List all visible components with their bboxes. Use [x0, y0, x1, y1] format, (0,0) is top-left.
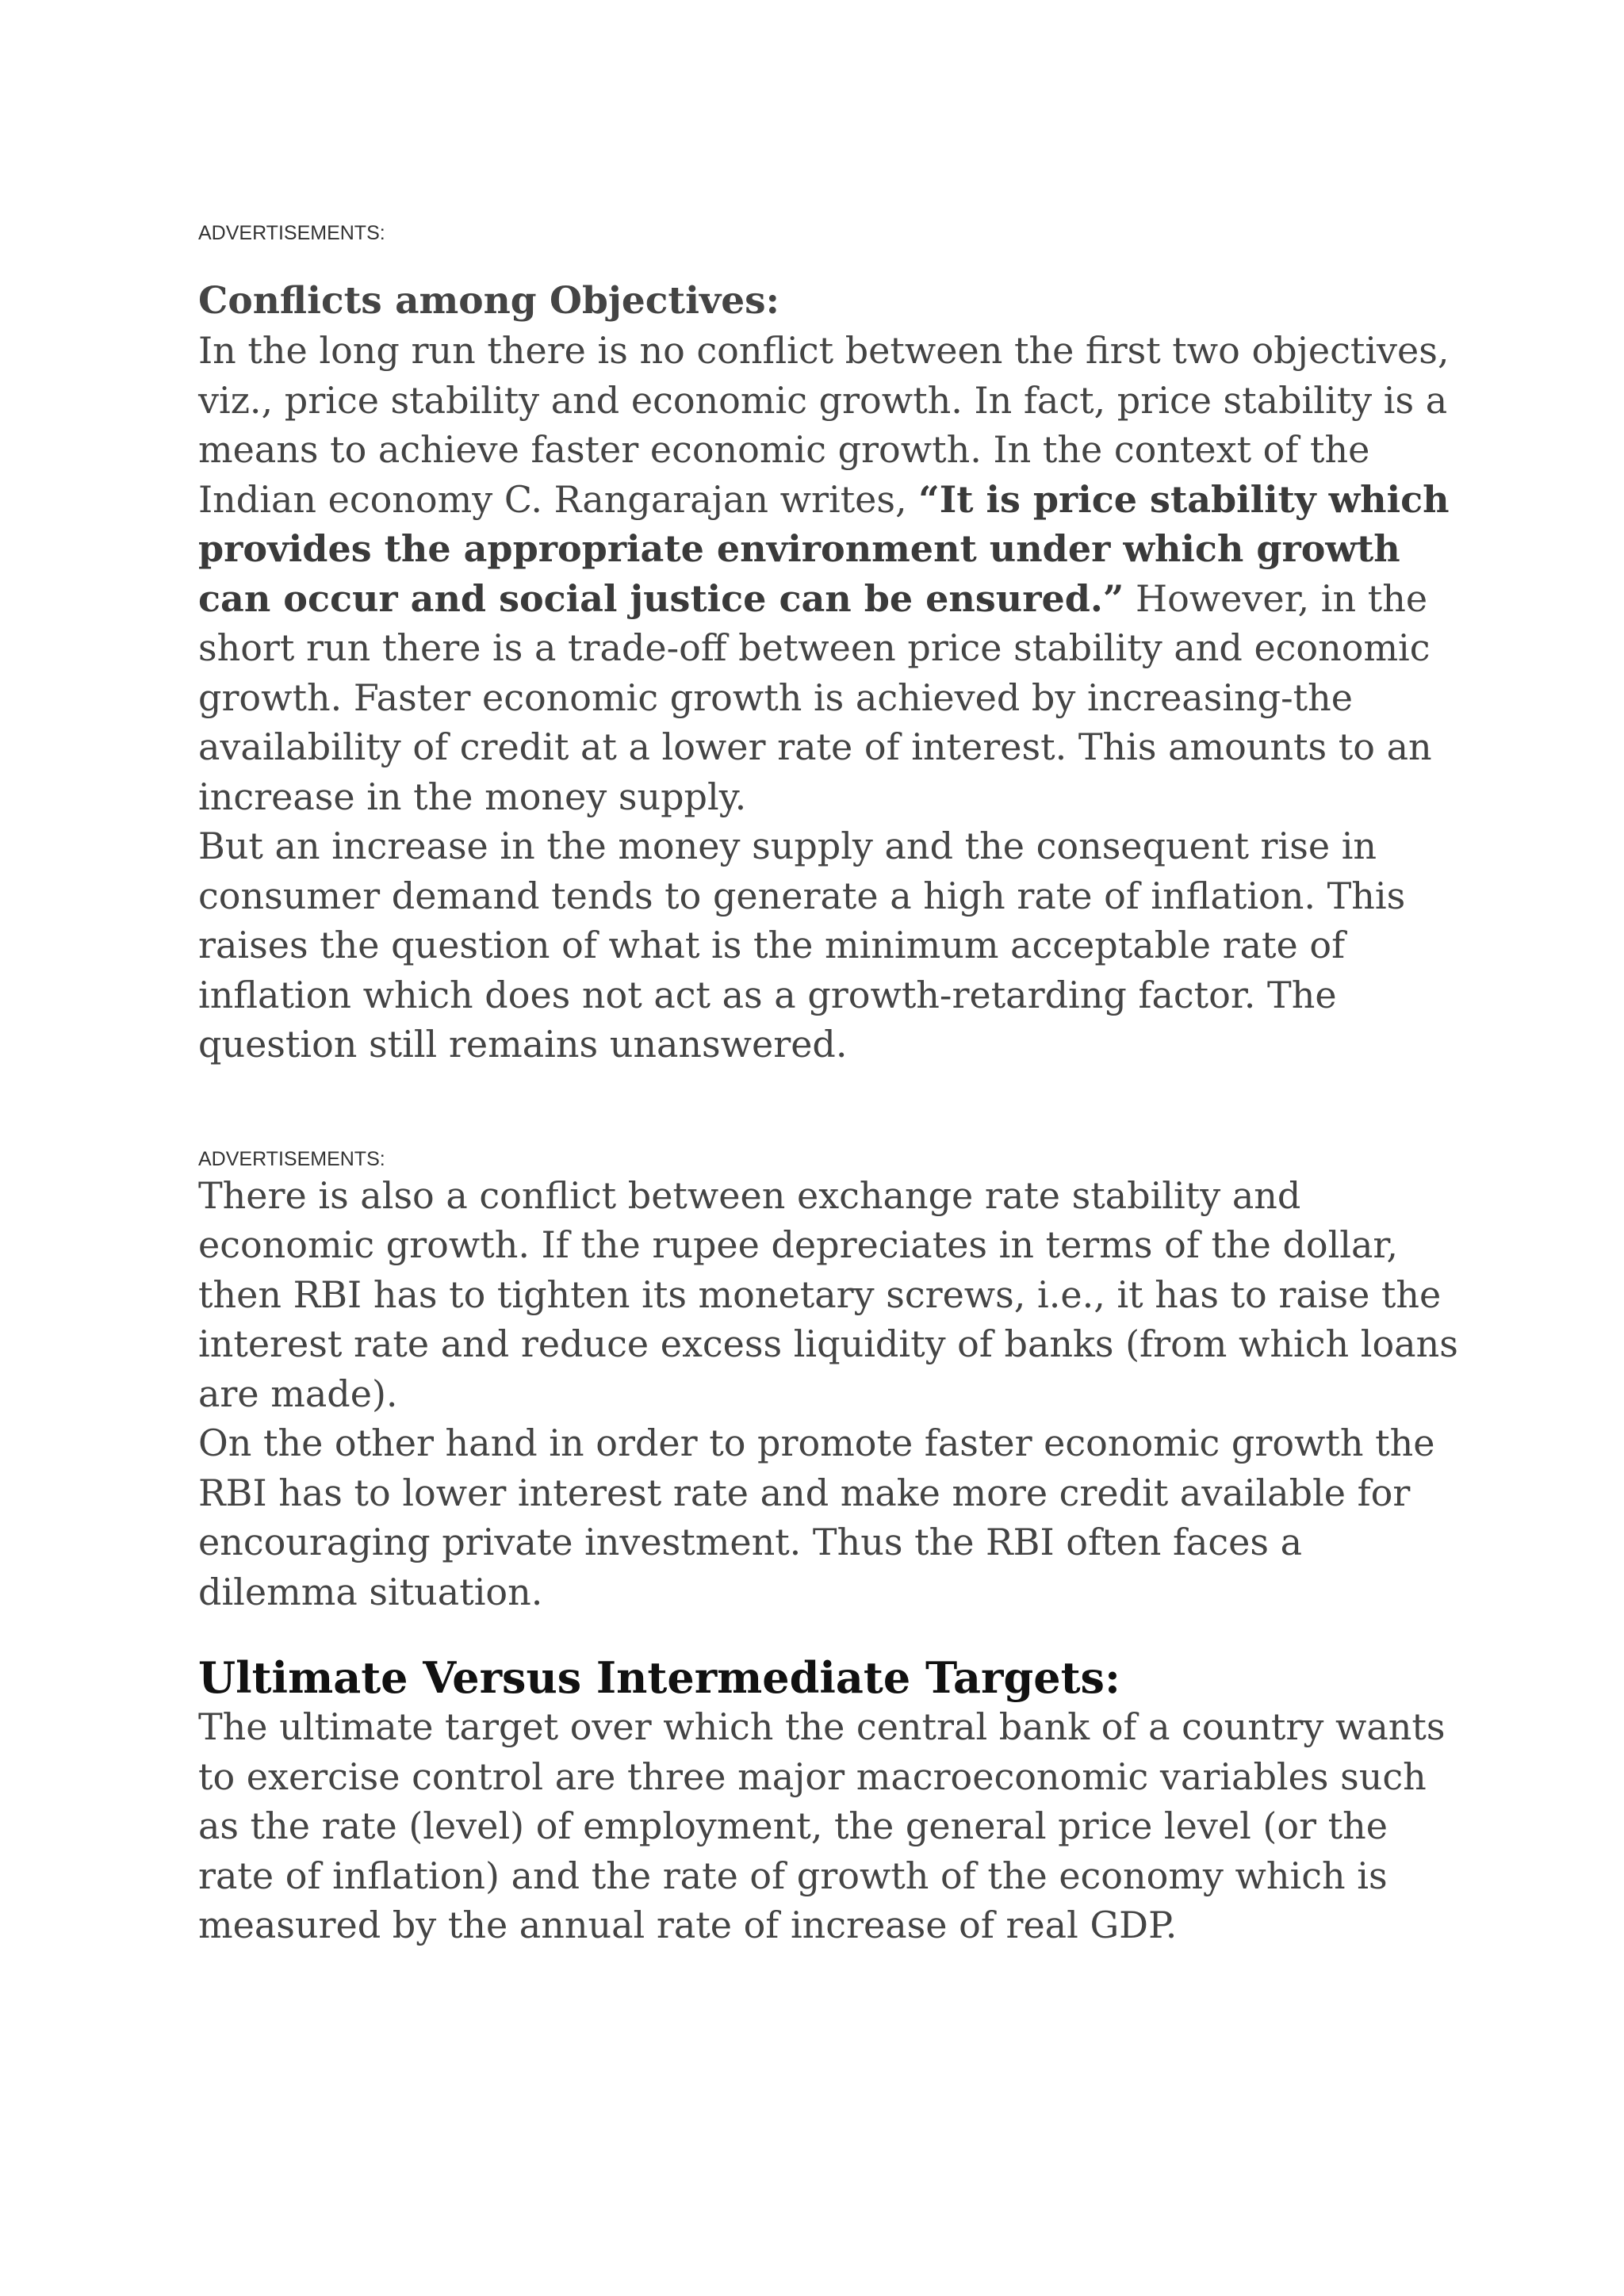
article-page — [198, 0, 1459, 1950]
paragraph-ultimate-targets: The ultimate target over which the central bank of a country wants to exercise control are three major macroeconomic variables such as the rate (level) of employment, the general price level (or the rate of inflation) and the rate of growth of the economy which is measured by the annual rate of increase of real GDP. — [198, 1705, 1446, 1946]
section-heading-conflicts: Conflicts among Objectives: — [198, 279, 779, 323]
paragraph-text: In the long run there is no conflict between the first two objectives, viz., price stability and economic growth. In fact, price stability is a means to achieve faster economic growth. In the context of the Indian economy C. Rangarajan writes, — [198, 329, 1450, 521]
paragraph-conflicts-intro — [198, 326, 1459, 821]
section-heading-targets: Ultimate Versus Intermediate Targets: — [198, 1652, 1120, 1703]
paragraph-inflation: But an increase in the money supply and the consequent rise in consumer demand tends to generate a high rate of inflation. This raises the question of what is the minimum acceptable rate of inflation which does not act as a growth-retarding factor. The question still remains unanswered. — [198, 825, 1406, 1066]
paragraph-text: However, in the short run there is a trade-off between price stability and economic growth. Faster economic growth is achieved by increasing-the availability of credit at a lower rate of interest. This amounts to an increase in the money supply. — [198, 576, 1432, 818]
paragraph-dilemma: On the other hand in order to promote faster economic growth the RBI has to lower interest rate and make more credit available for encouraging private investment. Thus the RBI often faces a dilemma situation. — [198, 1422, 1435, 1613]
advertisement-label: ADVERTISEMENTS: — [198, 222, 385, 244]
paragraph-exchange-rate: There is also a conflict between exchange rate stability and economic growth. If the rupee depreciates in terms of the dollar, then RBI has to tighten its monetary screws, i.e., it has to raise the interest rate and reduce excess liquidity of banks (from which loans are made). — [198, 1173, 1458, 1415]
rangarajan-quote: “It is price stability which provides the appropriate environment under which growth can occur and social justice can be ensured.” — [198, 477, 1450, 620]
advertisement-label: ADVERTISEMENTS: — [198, 1147, 385, 1170]
